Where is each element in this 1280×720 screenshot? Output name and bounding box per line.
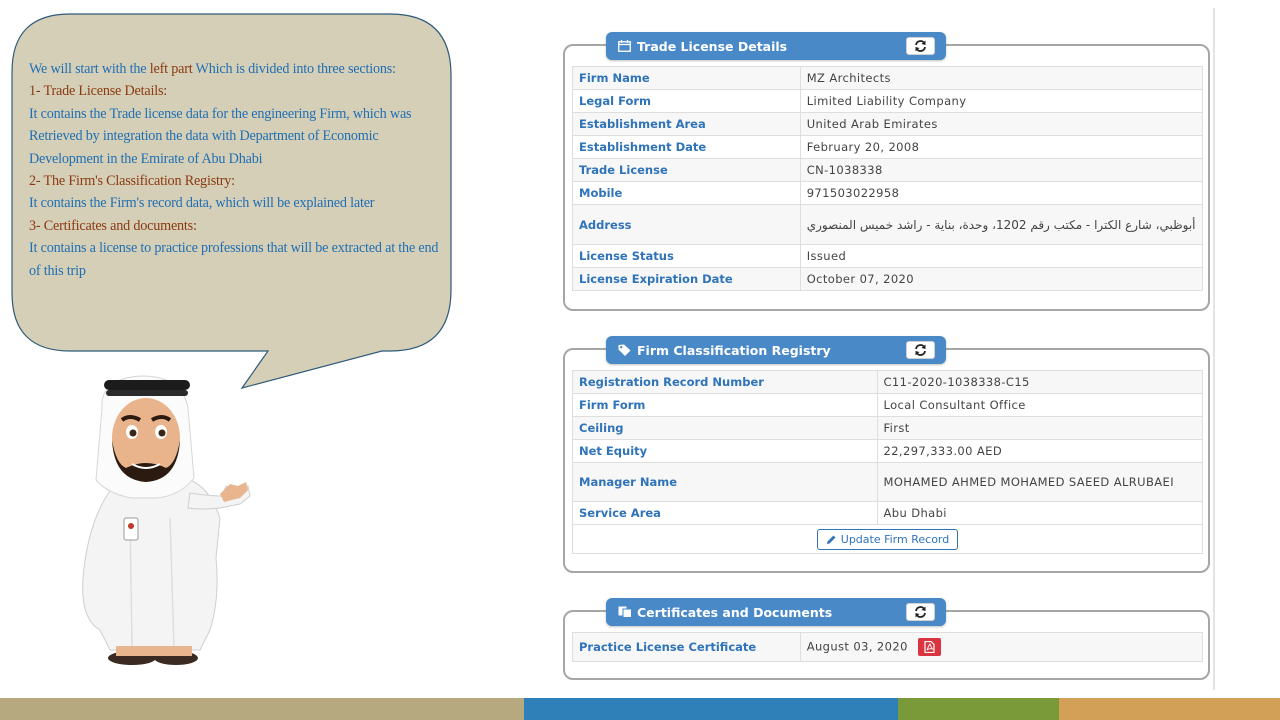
calendar-icon bbox=[618, 39, 633, 53]
field-value: CN-1038338 bbox=[800, 159, 1202, 182]
field-label: License Expiration Date bbox=[573, 268, 801, 291]
field-value: 22,297,333.00 AED bbox=[877, 440, 1203, 463]
field-label: Practice License Certificate bbox=[573, 633, 801, 662]
field-label: Mobile bbox=[573, 182, 801, 205]
field-value: February 20, 2008 bbox=[800, 136, 1202, 159]
table-row bbox=[573, 463, 1203, 502]
update-button-label: Update Firm Record bbox=[840, 532, 950, 546]
field-label: Establishment Area bbox=[573, 113, 801, 136]
field-label: Net Equity bbox=[573, 440, 878, 463]
certificates-header bbox=[606, 598, 946, 626]
certificates-panel bbox=[563, 604, 1210, 680]
pdf-icon bbox=[924, 641, 935, 653]
footer-segment bbox=[0, 698, 524, 720]
table-row bbox=[573, 67, 1203, 90]
field-value: United Arab Emirates bbox=[800, 113, 1202, 136]
footer-segment bbox=[898, 698, 1059, 720]
bubble-intro: We will start with the bbox=[29, 61, 150, 77]
classification-header bbox=[606, 336, 946, 364]
refresh-certificates-button[interactable] bbox=[906, 603, 935, 621]
classification-title: Firm Classification Registry bbox=[637, 342, 831, 358]
bubble-highlight: left part bbox=[149, 61, 193, 77]
section3-text: It contains a license to practice professions that will be extracted at the end of this trip bbox=[29, 240, 439, 279]
table-row bbox=[573, 417, 1203, 440]
footer-color-bar bbox=[0, 698, 1280, 720]
field-label: Service Area bbox=[573, 502, 878, 525]
table-row bbox=[573, 268, 1203, 291]
emirati-guide-character-illustration bbox=[70, 368, 260, 678]
table-row bbox=[573, 113, 1203, 136]
update-cell bbox=[573, 525, 1203, 554]
bubble-text bbox=[29, 58, 439, 282]
footer-segment bbox=[524, 698, 898, 720]
certificates-title: Certificates and Documents bbox=[637, 604, 833, 620]
field-value: C11-2020-1038338-C15 bbox=[877, 371, 1203, 394]
footer-segment bbox=[1059, 698, 1280, 720]
table-row bbox=[573, 394, 1203, 417]
section1-text: It contains the Trade license data for the engineering Firm, which was Retrieved by integration the data with Department of Economic Development in the Emirate of Abu Dhabi bbox=[29, 105, 412, 167]
trade-license-panel bbox=[563, 38, 1210, 311]
scrollbar-track bbox=[1213, 8, 1215, 690]
trade-license-header bbox=[606, 32, 946, 60]
table-row bbox=[573, 90, 1203, 113]
table-row bbox=[573, 205, 1203, 245]
section1-title: 1- Trade License Details: bbox=[29, 83, 168, 100]
table-row bbox=[573, 245, 1203, 268]
section2-title: 2- The Firm's Classification Registry: bbox=[29, 173, 235, 190]
field-value-cell bbox=[800, 633, 1202, 662]
pencil-icon bbox=[826, 534, 837, 545]
field-value: Local Consultant Office bbox=[877, 394, 1203, 417]
trade-license-title: Trade License Details bbox=[637, 38, 788, 54]
table-row bbox=[573, 633, 1203, 662]
field-value: MOHAMED AHMED MOHAMED SAEED ALRUBAEI bbox=[877, 463, 1203, 502]
table-row bbox=[573, 159, 1203, 182]
field-label: Legal Form bbox=[573, 90, 801, 113]
copy-icon bbox=[618, 605, 633, 619]
field-value: Limited Liability Company bbox=[800, 90, 1202, 113]
table-row bbox=[573, 440, 1203, 463]
field-value: First bbox=[877, 417, 1203, 440]
field-label: Firm Name bbox=[573, 67, 801, 90]
field-label: Address bbox=[573, 205, 801, 245]
field-value: October 07, 2020 bbox=[800, 268, 1202, 291]
classification-panel bbox=[563, 342, 1210, 573]
speech-bubble bbox=[0, 0, 470, 400]
refresh-icon bbox=[914, 344, 927, 356]
field-label: Ceiling bbox=[573, 417, 878, 440]
table-row bbox=[573, 525, 1203, 554]
field-label: Firm Form bbox=[573, 394, 878, 417]
field-label: Establishment Date bbox=[573, 136, 801, 159]
section3-title: 3- Certificates and documents: bbox=[29, 217, 197, 234]
field-label: Registration Record Number bbox=[573, 371, 878, 394]
table-row bbox=[573, 502, 1203, 525]
field-value: أبوظبي، شارع الكترا - مكتب رقم 1202، وحدة، بناية - راشد خميس المنصوري bbox=[800, 205, 1202, 245]
field-value: Issued bbox=[800, 245, 1202, 268]
bubble-intro-end: Which is divided into three sections: bbox=[192, 61, 396, 77]
certificates-table bbox=[572, 632, 1203, 662]
download-pdf-button[interactable] bbox=[918, 638, 941, 656]
refresh-classification-button[interactable] bbox=[906, 341, 935, 359]
table-row bbox=[573, 182, 1203, 205]
section2-text: It contains the Firm's record data, which will be explained later bbox=[29, 195, 375, 212]
refresh-icon bbox=[914, 606, 927, 618]
refresh-icon bbox=[914, 40, 927, 52]
certificate-date: August 03, 2020 bbox=[806, 639, 908, 654]
table-row bbox=[573, 371, 1203, 394]
refresh-trade-license-button[interactable] bbox=[906, 37, 935, 55]
field-label: Trade License bbox=[573, 159, 801, 182]
update-firm-record-button[interactable] bbox=[817, 529, 958, 550]
field-value: 971503022958 bbox=[800, 182, 1202, 205]
table-row bbox=[573, 136, 1203, 159]
tag-icon bbox=[618, 343, 633, 357]
field-label: Manager Name bbox=[573, 463, 878, 502]
classification-table bbox=[572, 370, 1203, 554]
trade-license-table bbox=[572, 66, 1203, 291]
field-value: MZ Architects bbox=[800, 67, 1202, 90]
field-label: License Status bbox=[573, 245, 801, 268]
field-value: Abu Dhabi bbox=[877, 502, 1203, 525]
